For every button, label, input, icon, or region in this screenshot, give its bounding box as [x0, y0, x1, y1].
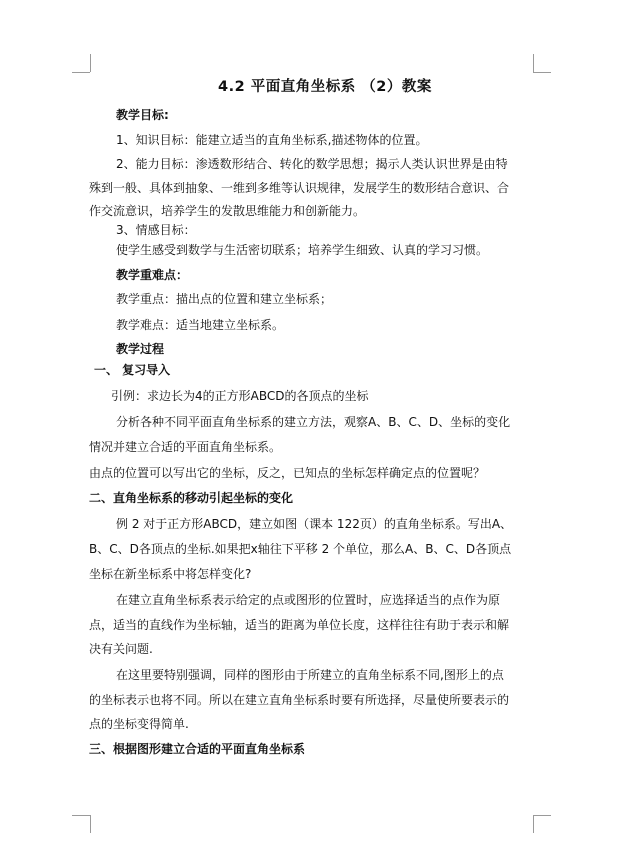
goals-heading: 教学目标: [116, 108, 169, 122]
key-point: 教学重点：描出点的位置和建立坐标系； [116, 292, 333, 306]
example2-line1: 例 2 对于正方形ABCD，建立如图（课本 122页）的直角坐标系。写出A、 [116, 517, 513, 531]
crop-mark-bottom-left-v [90, 815, 91, 833]
difficult-point: 教学难点：适当地建立坐标系。 [116, 318, 285, 332]
example2-line2: B、C、D各顶点的坐标.如果把x轴往下平移 2 个单位，那么A、B、C、D各顶点 [89, 542, 512, 556]
goal-ability-line2: 殊到一般、具体到抽象、一维到多维等认识规律，发展学生的数形结合意识、合 [89, 181, 510, 195]
goal-ability-line3: 作交流意识，培养学生的发散思维能力和创新能力。 [89, 204, 366, 218]
crop-mark-bottom-right-h [533, 815, 551, 816]
paragraph1-line2: 点，适当的直线作为坐标轴，适当的距离为单位长度，这样往往有助于表示和解 [89, 618, 510, 632]
part2-heading: 二、直角坐标系的移动引起坐标的变化 [89, 491, 294, 505]
document-title: 4.2 平面直角坐标系 （2）教案 [218, 79, 432, 95]
question-text: 由点的位置可以写出它的坐标，反之，已知点的坐标怎样确定点的位置呢？ [89, 466, 486, 480]
goal-ability-line1: 2、能力目标：渗透数形结合、转化的数学思想；揭示人类认识世界是由特 [116, 157, 508, 171]
goal-emotion: 3、情感目标： [116, 223, 196, 237]
analysis-line1: 分析各种不同平面直角坐标系的建立方法，观察A、B、C、D、坐标的变化 [116, 415, 511, 429]
intro-example: 引例：求边长为4的正方形ABCD的各顶点的坐标 [111, 389, 369, 403]
crop-mark-top-right-v [533, 54, 534, 72]
analysis-line2: 情况并建立合适的平面直角坐标系。 [89, 440, 282, 454]
paragraph2-line2: 的坐标表示也将不同。所以在建立直角坐标系时要有所选择，尽量使所要表示的 [89, 693, 510, 707]
part3-heading: 三、根据图形建立合适的平面直角坐标系 [89, 742, 306, 756]
key-points-heading: 教学重难点： [116, 268, 189, 282]
crop-mark-bottom-left-h [72, 815, 90, 816]
goal-knowledge: 1、知识目标：能建立适当的直角坐标系,描述物体的位置。 [116, 133, 428, 147]
process-heading: 教学过程 [116, 342, 165, 356]
part1-heading: 一、 复习导入 [94, 363, 171, 377]
paragraph2-line3: 点的坐标变得简单. [89, 717, 189, 731]
example2-line3: 坐标在新坐标系中将怎样变化? [89, 567, 252, 581]
paragraph1-line3: 决有关问题. [89, 642, 153, 656]
crop-mark-bottom-right-v [533, 815, 534, 833]
crop-mark-top-left-h [72, 72, 90, 73]
crop-mark-top-right-h [533, 72, 551, 73]
goal-emotion-body: 使学生感受到数学与生活密切联系；培养学生细致、认真的学习习惯。 [116, 243, 489, 257]
crop-mark-top-left-v [90, 54, 91, 72]
paragraph2-line1: 在这里要特别强调，同样的图形由于所建立的直角坐标系不同,图形上的点 [116, 668, 504, 682]
paragraph1-line1: 在建立直角坐标系表示给定的点或图形的位置时，应选择适当的点作为原 [116, 593, 501, 607]
